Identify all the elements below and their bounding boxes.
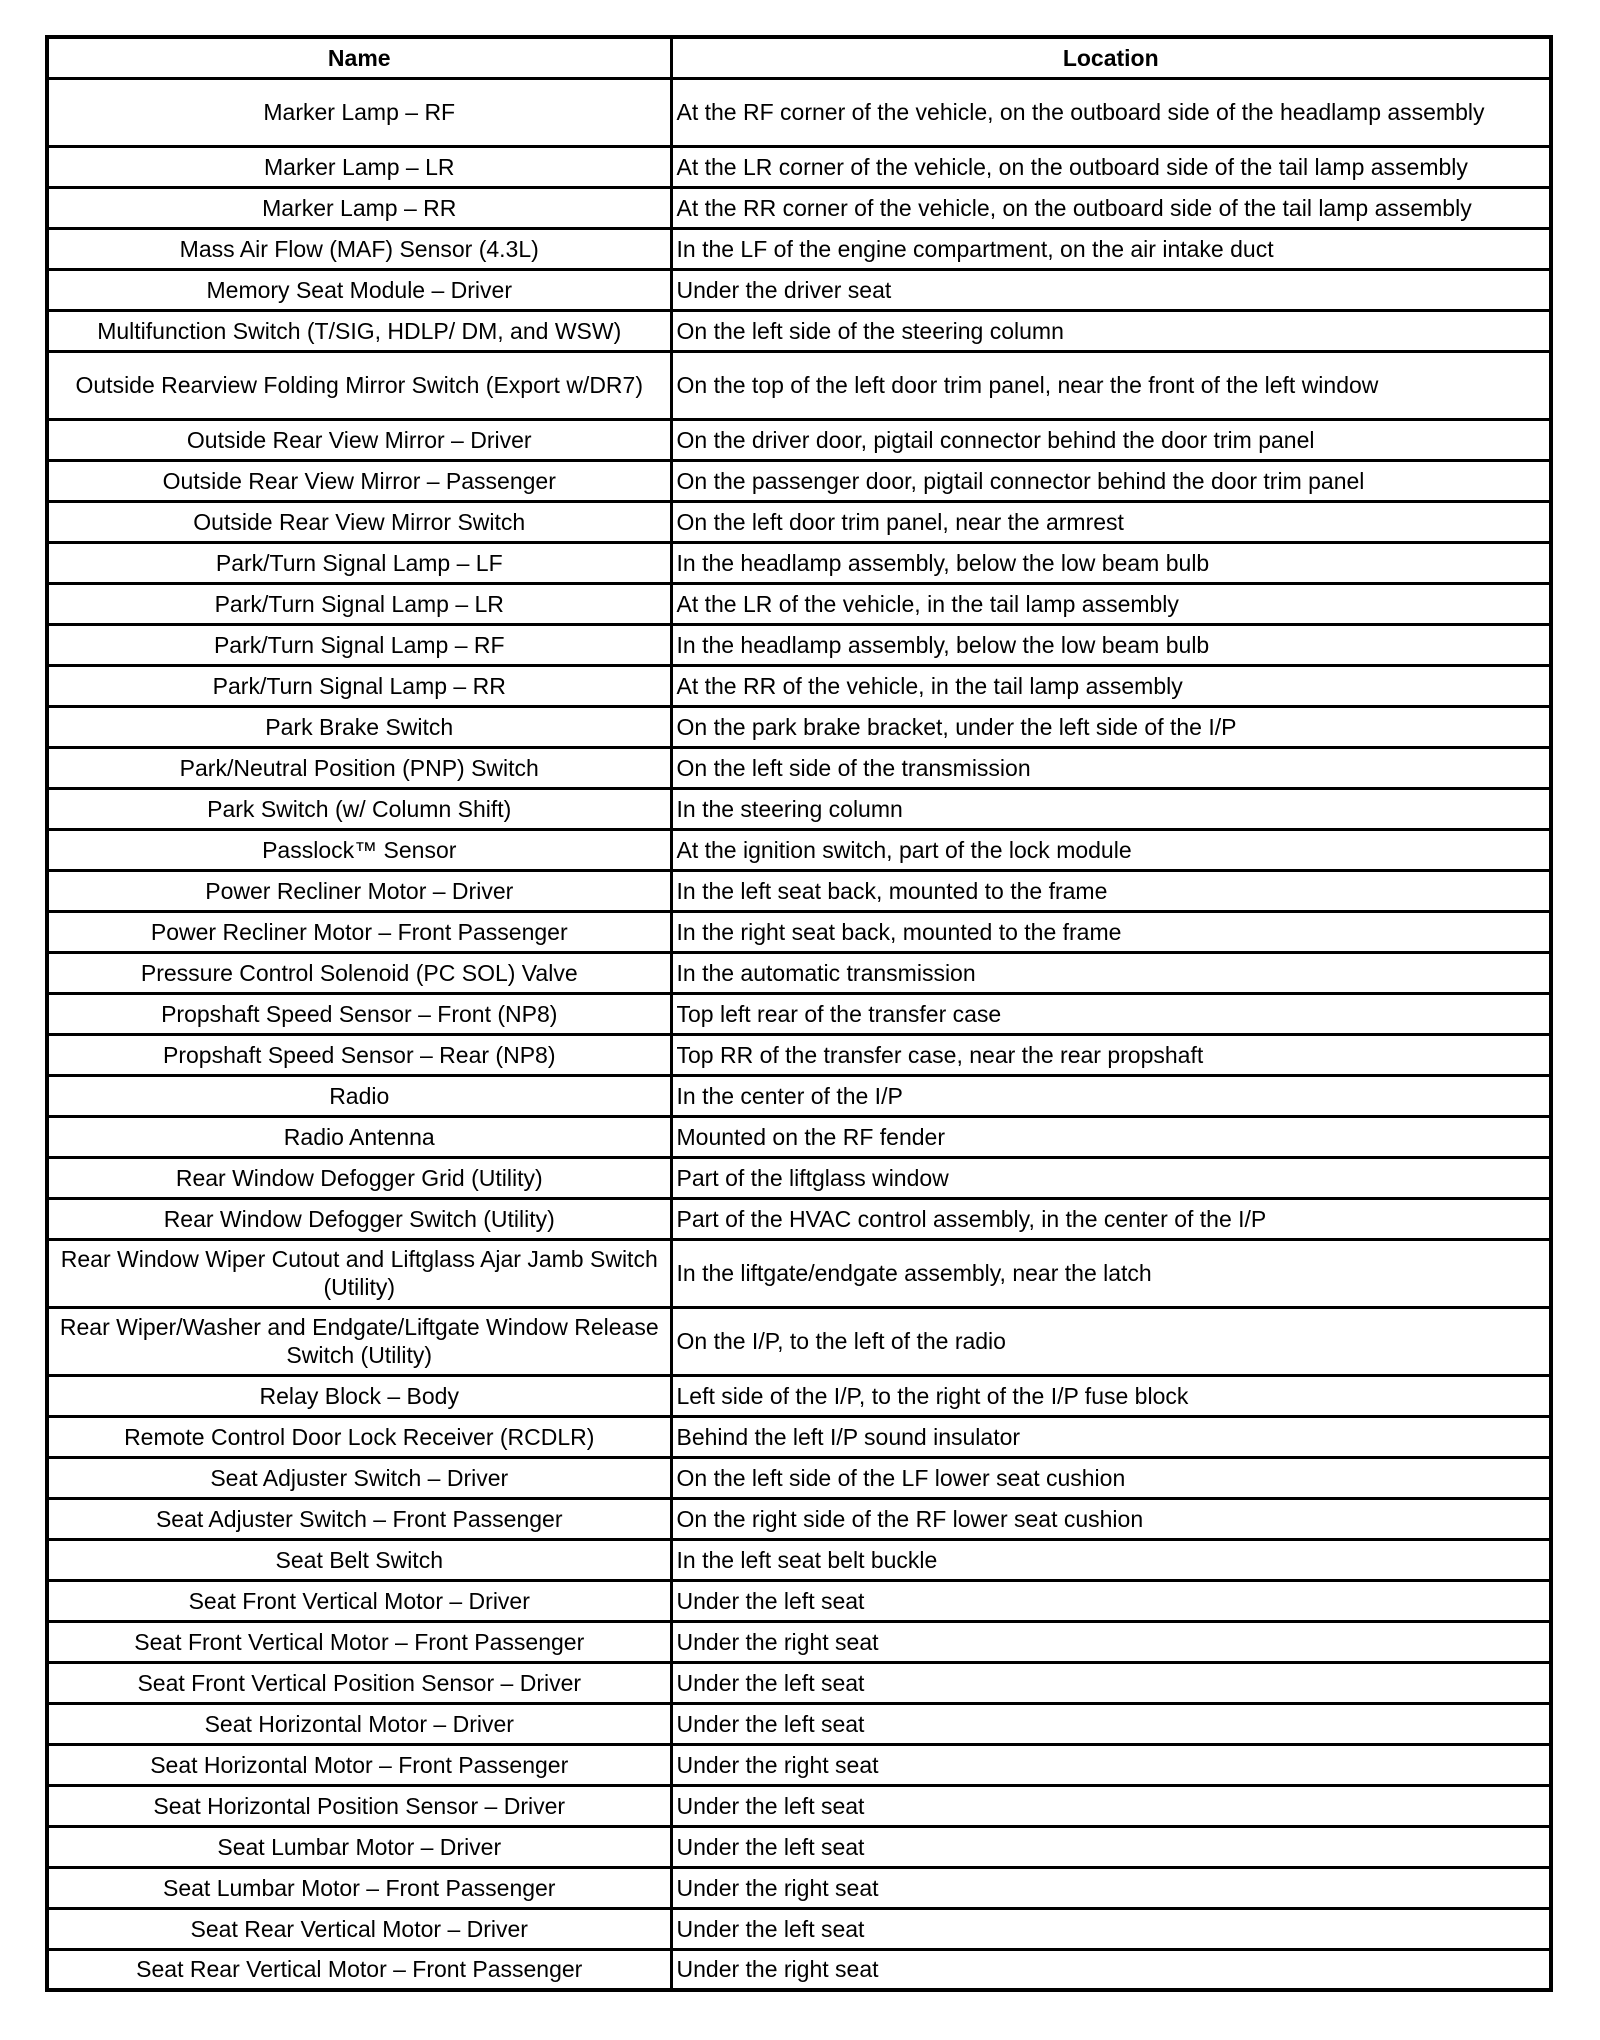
component-location-cell: Behind the left I/P sound insulator bbox=[671, 1416, 1551, 1457]
table-row bbox=[47, 1034, 1551, 1075]
table-row bbox=[47, 1908, 1551, 1949]
component-name-cell: Rear Window Defogger Switch (Utility) bbox=[47, 1198, 671, 1239]
table-row bbox=[47, 1307, 1551, 1375]
component-name-cell: Seat Horizontal Motor – Front Passenger bbox=[47, 1744, 671, 1785]
component-name-cell: Outside Rearview Folding Mirror Switch (Export w/DR7) bbox=[47, 351, 671, 419]
table-row bbox=[47, 228, 1551, 269]
component-location-table bbox=[45, 35, 1553, 1992]
component-name-cell: Seat Front Vertical Motor – Driver bbox=[47, 1580, 671, 1621]
table-row bbox=[47, 269, 1551, 310]
component-location-cell: On the I/P, to the left of the radio bbox=[671, 1307, 1551, 1375]
table-row bbox=[47, 460, 1551, 501]
component-name-cell: Relay Block – Body bbox=[47, 1375, 671, 1416]
component-location-cell: Under the driver seat bbox=[671, 269, 1551, 310]
table-row bbox=[47, 1949, 1551, 1990]
table-row bbox=[47, 1498, 1551, 1539]
component-location-cell: On the left side of the steering column bbox=[671, 310, 1551, 351]
component-name-cell: Seat Lumbar Motor – Front Passenger bbox=[47, 1867, 671, 1908]
component-location-cell: Under the left seat bbox=[671, 1662, 1551, 1703]
component-location-cell: Under the left seat bbox=[671, 1908, 1551, 1949]
component-name-cell: Marker Lamp – LR bbox=[47, 146, 671, 187]
table-row bbox=[47, 911, 1551, 952]
component-name-cell: Seat Rear Vertical Motor – Front Passenger bbox=[47, 1949, 671, 1990]
component-name-cell: Outside Rear View Mirror Switch bbox=[47, 501, 671, 542]
table-row bbox=[47, 187, 1551, 228]
component-name-cell: Park/Turn Signal Lamp – LR bbox=[47, 583, 671, 624]
table-row bbox=[47, 1375, 1551, 1416]
component-location-cell: Top RR of the transfer case, near the rear propshaft bbox=[671, 1034, 1551, 1075]
table-row bbox=[47, 146, 1551, 187]
component-name-cell: Outside Rear View Mirror – Passenger bbox=[47, 460, 671, 501]
component-location-cell: On the left side of the LF lower seat cushion bbox=[671, 1457, 1551, 1498]
component-location-cell: At the RR corner of the vehicle, on the outboard side of the tail lamp assembly bbox=[671, 187, 1551, 228]
table-row bbox=[47, 1744, 1551, 1785]
table-row bbox=[47, 1580, 1551, 1621]
component-location-cell: Under the left seat bbox=[671, 1580, 1551, 1621]
table-row bbox=[47, 1416, 1551, 1457]
table-row bbox=[47, 747, 1551, 788]
component-location-cell: Under the left seat bbox=[671, 1826, 1551, 1867]
component-name-cell: Park/Neutral Position (PNP) Switch bbox=[47, 747, 671, 788]
component-location-cell: In the left seat belt buckle bbox=[671, 1539, 1551, 1580]
component-name-cell: Seat Horizontal Motor – Driver bbox=[47, 1703, 671, 1744]
component-name-cell: Radio Antenna bbox=[47, 1116, 671, 1157]
table-row bbox=[47, 1457, 1551, 1498]
component-name-cell: Power Recliner Motor – Front Passenger bbox=[47, 911, 671, 952]
component-location-cell: On the passenger door, pigtail connector behind the door trim panel bbox=[671, 460, 1551, 501]
component-name-cell: Seat Horizontal Position Sensor – Driver bbox=[47, 1785, 671, 1826]
table-row bbox=[47, 542, 1551, 583]
component-location-cell: Top left rear of the transfer case bbox=[671, 993, 1551, 1034]
component-location-cell: In the automatic transmission bbox=[671, 952, 1551, 993]
component-name-cell: Park/Turn Signal Lamp – RF bbox=[47, 624, 671, 665]
table-row bbox=[47, 870, 1551, 911]
component-name-cell: Park Switch (w/ Column Shift) bbox=[47, 788, 671, 829]
component-location-cell: On the left door trim panel, near the armrest bbox=[671, 501, 1551, 542]
component-name-cell: Seat Belt Switch bbox=[47, 1539, 671, 1580]
component-name-cell: Multifunction Switch (T/SIG, HDLP/ DM, and WSW) bbox=[47, 310, 671, 351]
component-name-cell: Seat Adjuster Switch – Driver bbox=[47, 1457, 671, 1498]
table-row bbox=[47, 788, 1551, 829]
table-row bbox=[47, 1785, 1551, 1826]
table-row bbox=[47, 78, 1551, 146]
table-row bbox=[47, 1116, 1551, 1157]
component-location-cell: On the left side of the transmission bbox=[671, 747, 1551, 788]
component-name-cell: Mass Air Flow (MAF) Sensor (4.3L) bbox=[47, 228, 671, 269]
component-name-cell: Seat Lumbar Motor – Driver bbox=[47, 1826, 671, 1867]
table-row bbox=[47, 1662, 1551, 1703]
component-name-cell: Seat Adjuster Switch – Front Passenger bbox=[47, 1498, 671, 1539]
component-location-cell: At the RR of the vehicle, in the tail lamp assembly bbox=[671, 665, 1551, 706]
component-location-cell: On the driver door, pigtail connector behind the door trim panel bbox=[671, 419, 1551, 460]
table-row bbox=[47, 624, 1551, 665]
table-row bbox=[47, 1075, 1551, 1116]
component-name-cell: Seat Rear Vertical Motor – Driver bbox=[47, 1908, 671, 1949]
table-row bbox=[47, 829, 1551, 870]
component-location-cell: In the headlamp assembly, below the low beam bulb bbox=[671, 542, 1551, 583]
component-location-cell: On the right side of the RF lower seat cushion bbox=[671, 1498, 1551, 1539]
component-location-cell: Under the right seat bbox=[671, 1867, 1551, 1908]
component-location-cell: At the LR corner of the vehicle, on the outboard side of the tail lamp assembly bbox=[671, 146, 1551, 187]
component-location-cell: At the LR of the vehicle, in the tail lamp assembly bbox=[671, 583, 1551, 624]
table-row bbox=[47, 993, 1551, 1034]
component-location-cell: Part of the HVAC control assembly, in the center of the I/P bbox=[671, 1198, 1551, 1239]
table-row bbox=[47, 665, 1551, 706]
component-location-cell: On the top of the left door trim panel, near the front of the left window bbox=[671, 351, 1551, 419]
table-row bbox=[47, 952, 1551, 993]
component-location-cell: In the right seat back, mounted to the frame bbox=[671, 911, 1551, 952]
component-name-cell: Propshaft Speed Sensor – Rear (NP8) bbox=[47, 1034, 671, 1075]
component-location-cell: In the LF of the engine compartment, on the air intake duct bbox=[671, 228, 1551, 269]
component-location-cell: In the left seat back, mounted to the frame bbox=[671, 870, 1551, 911]
table-row bbox=[47, 419, 1551, 460]
component-name-cell: Seat Front Vertical Position Sensor – Driver bbox=[47, 1662, 671, 1703]
component-name-cell: Marker Lamp – RF bbox=[47, 78, 671, 146]
component-location-cell: At the ignition switch, part of the lock module bbox=[671, 829, 1551, 870]
component-location-cell: At the RF corner of the vehicle, on the outboard side of the headlamp assembly bbox=[671, 78, 1551, 146]
table-row bbox=[47, 1826, 1551, 1867]
component-name-cell: Park/Turn Signal Lamp – RR bbox=[47, 665, 671, 706]
component-name-cell: Radio bbox=[47, 1075, 671, 1116]
component-name-cell: Propshaft Speed Sensor – Front (NP8) bbox=[47, 993, 671, 1034]
table-row bbox=[47, 1621, 1551, 1662]
component-location-cell: Under the right seat bbox=[671, 1949, 1551, 1990]
column-header-location: Location bbox=[671, 37, 1551, 78]
component-location-cell: In the center of the I/P bbox=[671, 1075, 1551, 1116]
component-name-cell: Remote Control Door Lock Receiver (RCDLR) bbox=[47, 1416, 671, 1457]
table-row bbox=[47, 1198, 1551, 1239]
component-name-cell: Park/Turn Signal Lamp – LF bbox=[47, 542, 671, 583]
component-name-cell: Memory Seat Module – Driver bbox=[47, 269, 671, 310]
header-row bbox=[47, 37, 1551, 78]
table-header bbox=[47, 37, 1551, 78]
component-name-cell: Park Brake Switch bbox=[47, 706, 671, 747]
table-row bbox=[47, 310, 1551, 351]
component-name-cell: Pressure Control Solenoid (PC SOL) Valve bbox=[47, 952, 671, 993]
component-location-cell: Left side of the I/P, to the right of the I/P fuse block bbox=[671, 1375, 1551, 1416]
component-name-cell: Seat Front Vertical Motor – Front Passenger bbox=[47, 1621, 671, 1662]
table-row bbox=[47, 1239, 1551, 1307]
table-row bbox=[47, 583, 1551, 624]
component-name-cell: Rear Window Wiper Cutout and Liftglass Ajar Jamb Switch (Utility) bbox=[47, 1239, 671, 1307]
component-location-cell: In the steering column bbox=[671, 788, 1551, 829]
table-row bbox=[47, 1157, 1551, 1198]
table-row bbox=[47, 1703, 1551, 1744]
component-location-cell: Under the left seat bbox=[671, 1703, 1551, 1744]
table-body bbox=[47, 78, 1551, 1990]
component-location-cell: Under the right seat bbox=[671, 1744, 1551, 1785]
component-name-cell: Marker Lamp – RR bbox=[47, 187, 671, 228]
component-location-cell: Part of the liftglass window bbox=[671, 1157, 1551, 1198]
table-row bbox=[47, 1867, 1551, 1908]
column-header-name: Name bbox=[47, 37, 671, 78]
table-row bbox=[47, 706, 1551, 747]
component-location-cell: In the liftgate/endgate assembly, near the latch bbox=[671, 1239, 1551, 1307]
component-name-cell: Rear Window Defogger Grid (Utility) bbox=[47, 1157, 671, 1198]
component-name-cell: Passlock™ Sensor bbox=[47, 829, 671, 870]
component-name-cell: Power Recliner Motor – Driver bbox=[47, 870, 671, 911]
table-row bbox=[47, 351, 1551, 419]
table-row bbox=[47, 1539, 1551, 1580]
component-location-cell: Under the left seat bbox=[671, 1785, 1551, 1826]
component-location-cell: In the headlamp assembly, below the low beam bulb bbox=[671, 624, 1551, 665]
table-row bbox=[47, 501, 1551, 542]
component-location-cell: Under the right seat bbox=[671, 1621, 1551, 1662]
component-location-cell: On the park brake bracket, under the left side of the I/P bbox=[671, 706, 1551, 747]
component-location-cell: Mounted on the RF fender bbox=[671, 1116, 1551, 1157]
component-name-cell: Rear Wiper/Washer and Endgate/Liftgate Window Release Switch (Utility) bbox=[47, 1307, 671, 1375]
component-name-cell: Outside Rear View Mirror – Driver bbox=[47, 419, 671, 460]
